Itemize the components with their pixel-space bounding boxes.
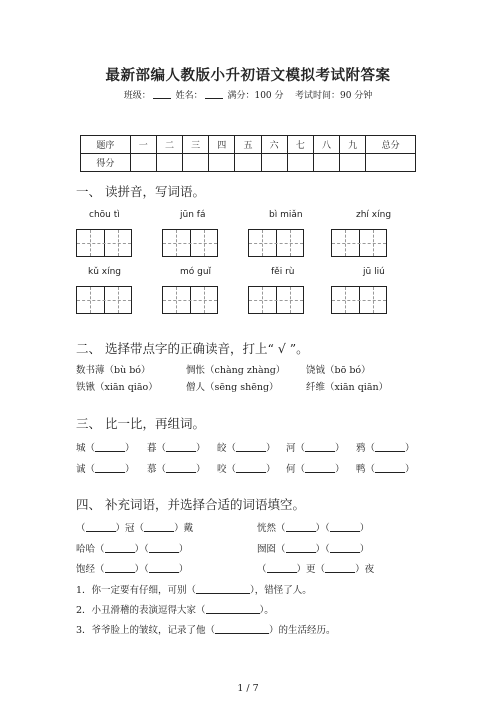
char-compare-item[interactable]: 鸭（ ）	[356, 464, 415, 475]
char-compare-item[interactable]: 城（ ）	[76, 443, 135, 454]
section3-heading: 三、 比一比，再组词。	[76, 416, 205, 431]
header-cell: 六	[261, 136, 287, 154]
sentence-fill[interactable]: 3．爷爷脸上的皱纹，记录了他（ ）的生活经历。	[76, 625, 336, 636]
reading-choice[interactable]: 数书薄（bù bó）	[76, 365, 151, 376]
score-cell[interactable]	[209, 154, 235, 172]
writing-grid[interactable]	[162, 229, 218, 257]
char-compare-item[interactable]: 暮（ ）	[147, 443, 206, 454]
score-table-row	[81, 154, 416, 172]
idiom-fill[interactable]: （ ）冠（ ）戴	[76, 523, 194, 534]
score-table	[80, 135, 416, 172]
char-compare-item[interactable]: 河（ ）	[286, 443, 345, 454]
writing-grid[interactable]	[248, 286, 304, 314]
score-cell[interactable]	[130, 154, 156, 172]
class-blank[interactable]	[153, 89, 171, 99]
pinyin: fěi rù	[271, 267, 295, 277]
writing-grid[interactable]	[331, 286, 387, 314]
header-cell: 二	[156, 136, 182, 154]
writing-grid[interactable]	[248, 229, 304, 257]
idiom-fill[interactable]: 饱经（ ）（ ）	[76, 564, 189, 575]
score-cell[interactable]	[235, 154, 261, 172]
score-info: 满分：100 分	[227, 91, 284, 101]
name-label: 姓名：	[175, 91, 203, 101]
sentence-fill[interactable]: 1．你一定要有仔细，可别（ ），错怪了人。	[76, 585, 312, 596]
reading-choice[interactable]: 铁锹（xiān qiāo）	[76, 382, 158, 393]
exam-info	[0, 88, 496, 101]
pinyin: jūn fá	[180, 210, 206, 220]
header-cell: 五	[235, 136, 261, 154]
score-cell[interactable]	[340, 154, 366, 172]
char-compare-item[interactable]: 皎（ ）	[217, 443, 276, 454]
char-compare-item[interactable]: 咬（ ）	[217, 464, 276, 475]
time-info: 考试时间：90 分钟	[294, 91, 373, 101]
pinyin: chōu tì	[89, 210, 120, 220]
row-label: 得分	[81, 154, 131, 172]
section4-heading: 四、 补充词语，并选择合适的词语填空。	[76, 497, 305, 512]
name-blank[interactable]	[205, 89, 223, 99]
writing-grid[interactable]	[76, 286, 132, 314]
header-cell: 总分	[366, 136, 416, 154]
sentence-fill[interactable]: 2．小丑滑稽的表演逗得大家（ ）。	[76, 605, 274, 616]
score-cell[interactable]	[156, 154, 182, 172]
writing-grid[interactable]	[76, 229, 132, 257]
header-cell: 七	[287, 136, 313, 154]
header-cell: 一	[130, 136, 156, 154]
header-cell: 三	[183, 136, 209, 154]
pinyin: jū liú	[363, 267, 385, 277]
char-compare-item[interactable]: 诚（ ）	[76, 464, 135, 475]
char-compare-item[interactable]: 鸦（ ）	[356, 443, 415, 454]
header-cell: 八	[313, 136, 339, 154]
class-label: 班级：	[123, 91, 151, 101]
reading-choice[interactable]: 僧人（sēng shēng）	[186, 382, 279, 393]
page-title: 最新部编人教版小升初语文模拟考试附答案	[105, 67, 391, 84]
idiom-fill[interactable]: 哈哈（ ）（ ）	[76, 544, 189, 555]
reading-choice[interactable]: 纤维（xiān qiān）	[306, 382, 389, 393]
writing-grid[interactable]	[162, 286, 218, 314]
section1-heading: 一、 读拼音，写词语。	[76, 184, 205, 199]
char-compare-item[interactable]: 何（ ）	[286, 464, 345, 475]
section2-heading: 二、 选择带点字的正确读音，打上“ √ ”。	[76, 341, 309, 356]
pinyin: mó guǐ	[180, 267, 212, 277]
pinyin: zhí xíng	[356, 210, 392, 220]
score-cell[interactable]	[366, 154, 416, 172]
score-table-header	[81, 136, 416, 154]
header-cell: 四	[209, 136, 235, 154]
page-number: 1 / 7	[237, 683, 259, 694]
score-cell[interactable]	[261, 154, 287, 172]
reading-choice[interactable]: 惆怅（chàng zhàng）	[186, 365, 286, 376]
pinyin: bì miǎn	[269, 210, 303, 220]
char-compare-item[interactable]: 慕（ ）	[147, 464, 206, 475]
pinyin: kǔ xíng	[88, 267, 122, 277]
idiom-fill[interactable]: （ ）更（ ）夜	[257, 564, 375, 575]
idiom-fill[interactable]: 囫囵（ ）（ ）	[257, 544, 370, 555]
score-cell[interactable]	[183, 154, 209, 172]
reading-choice[interactable]: 饶钺（bō bó）	[306, 365, 371, 376]
idiom-fill[interactable]: 恍然（ ）（ ）	[257, 523, 370, 534]
header-cell: 题序	[81, 136, 131, 154]
score-cell[interactable]	[313, 154, 339, 172]
writing-grid[interactable]	[331, 229, 387, 257]
score-cell[interactable]	[287, 154, 313, 172]
header-cell: 九	[340, 136, 366, 154]
